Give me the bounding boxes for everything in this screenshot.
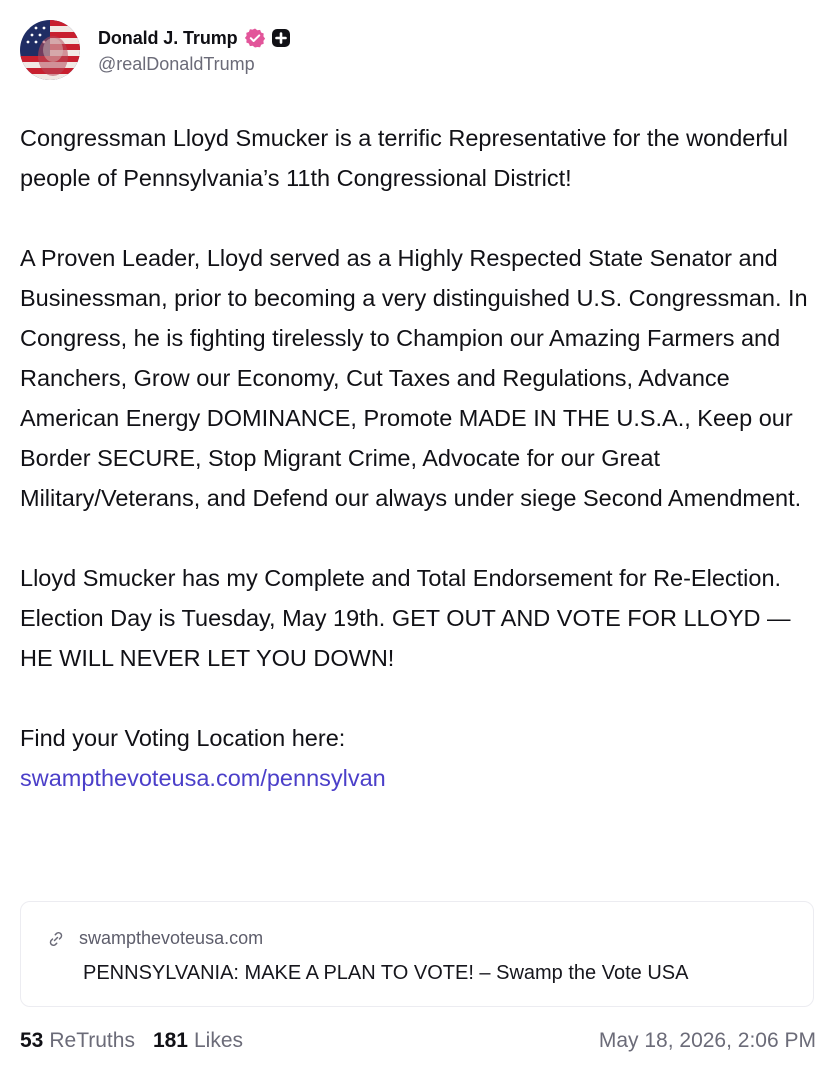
plus-badge-icon <box>271 28 291 48</box>
link-card-title: PENNSYLVANIA: MAKE A PLAN TO VOTE! – Swamp the Vote USA <box>83 962 689 984</box>
post-paragraph-3: Lloyd Smucker has my Complete and Total Endorsement for Re-Election. Election Day is Tuesday, May 19th. GET OUT AND VOTE FOR LLOYD — HE WILL NEVER LET YOU DOWN! <box>20 565 791 671</box>
post-body <box>20 118 820 798</box>
likes-label: Likes <box>194 1029 244 1052</box>
user-meta <box>98 26 291 75</box>
user-handle[interactable]: @realDonaldTrump <box>98 54 255 74</box>
post-timestamp[interactable]: May 18, 2026, 2:06 PM <box>598 1029 816 1052</box>
link-icon <box>47 930 65 948</box>
post-paragraph-2: A Proven Leader, Lloyd served as a Highly Respected State Senator and Businessman, prior to becoming a very distinguished U.S. Congressman. In Congress, he is fighting tirelessly to Champion our Amazing Farmers and Ranchers, Grow our Economy, Cut Taxes and Regulations, Advance American Energy DOMINANCE, Promote MADE IN THE U.S.A., Keep our Border SECURE, Stop Migrant Crime, Advocate for our Great Military/Veterans, and Defend our always under siege Second Amendment. <box>20 245 808 511</box>
likes-count: 181 <box>152 1029 188 1052</box>
link-card-domain: swampthevoteusa.com <box>79 928 264 948</box>
display-name[interactable]: Donald J. Trump <box>98 27 238 48</box>
avatar[interactable] <box>20 20 80 80</box>
post-paragraph-4: Find your Voting Location here: <box>20 725 346 751</box>
retruths-count: 53 <box>20 1029 44 1052</box>
avatar-image <box>20 20 80 80</box>
retruths-stat[interactable] <box>20 1029 135 1053</box>
post-footer <box>20 1026 816 1056</box>
post-paragraph-1: Congressman Lloyd Smucker is a terrific Representative for the wonderful people of Pennsylvania’s 11th Congressional District! <box>20 125 789 191</box>
post-link[interactable]: swampthevoteusa.com/pennsylvan <box>20 765 386 791</box>
name-row <box>98 26 291 50</box>
post-stats <box>20 1029 243 1053</box>
post-header <box>20 20 291 84</box>
retruths-label: ReTruths <box>49 1029 135 1052</box>
link-card-domain-row <box>47 928 263 949</box>
link-preview-card[interactable] <box>20 901 814 1007</box>
verified-badge-icon <box>244 27 266 49</box>
likes-stat[interactable] <box>153 1029 243 1053</box>
